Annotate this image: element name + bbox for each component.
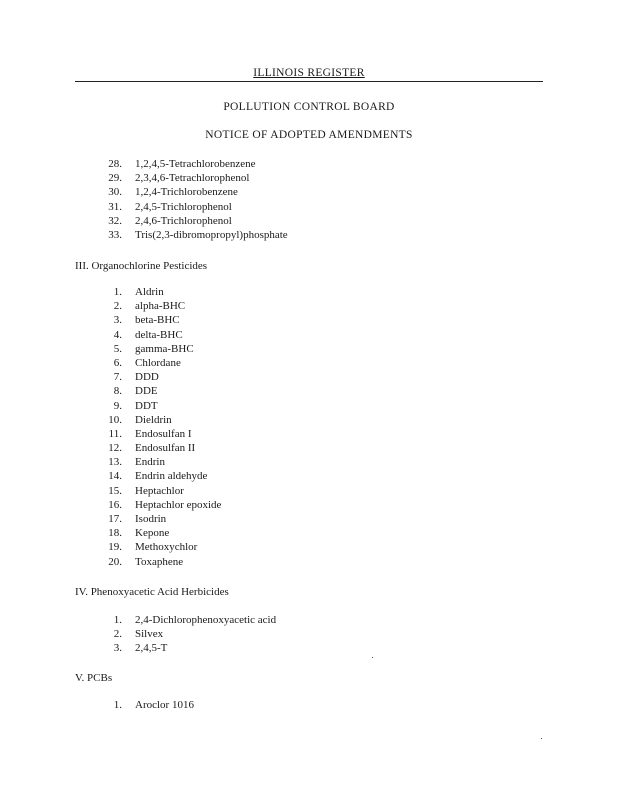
board-name: POLLUTION CONTROL BOARD — [223, 101, 395, 113]
list-item: 31. 2,4,5-Trichlorophenol — [108, 200, 232, 213]
list-item: 11. Endosulfan I — [108, 427, 192, 440]
list-item: 19. Methoxychlor — [108, 541, 198, 554]
scan-speck — [372, 657, 373, 658]
phenoxyacetic-list — [0, 613, 618, 656]
list-item: 32. 2,4,6-Trichlorophenol — [108, 214, 232, 227]
list-item: 4. delta-BHC — [113, 328, 183, 341]
section-heading-phenoxyacetic: IV. Phenoxyacetic Acid Herbicides — [75, 586, 229, 598]
list-item: 12. Endosulfan II — [108, 442, 196, 455]
list-item: 15. Heptachlor — [108, 484, 184, 497]
list-item: 5. gamma-BHC — [113, 342, 194, 355]
continued-list — [0, 157, 618, 242]
list-item: 7. DDD — [113, 371, 159, 384]
list-item: 1. 2,4-Dichlorophenoxyacetic acid — [113, 614, 277, 626]
list-item: 17. Isodrin — [108, 513, 167, 525]
list-item: 28. 1,2,4,5-Tetrachlorobenzene — [108, 158, 256, 170]
register-title: ILLINOIS REGISTER — [253, 67, 365, 79]
list-item: 3. beta-BHC — [113, 314, 180, 327]
header-rule — [75, 81, 543, 82]
list-item: 10. Dieldrin — [108, 413, 172, 426]
list-item: 2. alpha-BHC — [113, 300, 186, 313]
list-item: 33. Tris(2,3-dibromopropyl)phosphate — [108, 228, 288, 241]
organochlorine-list — [0, 285, 618, 569]
list-item: 14. Endrin aldehyde — [108, 470, 208, 483]
list-item: 16. Heptachlor epoxide — [108, 498, 222, 511]
list-item: 3. 2,4,5-T — [113, 642, 168, 655]
list-item: 2. Silvex — [113, 628, 164, 641]
list-item: 18. Kepone — [108, 527, 170, 540]
section-heading-pcbs: V. PCBs — [75, 672, 113, 684]
notice-title: NOTICE OF ADOPTED AMENDMENTS — [205, 129, 413, 141]
list-item: 9. DDT — [113, 399, 158, 412]
list-item: 8. DDE — [113, 385, 158, 398]
scan-speck — [541, 738, 542, 739]
list-item: 29. 2,3,4,6-Tetrachlorophenol — [108, 172, 250, 185]
list-item: 20. Toxaphene — [108, 555, 184, 568]
list-item: 1. Aroclor 1016 — [113, 699, 194, 711]
pcbs-list — [0, 698, 618, 712]
list-item: 13. Endrin — [108, 456, 165, 469]
list-item: 1. Aldrin — [113, 286, 164, 298]
list-item: 6. Chlordane — [113, 356, 181, 369]
list-item: 30. 1,2,4-Trichlorobenzene — [108, 186, 238, 199]
section-heading-organochlorine: III. Organochlorine Pesticides — [75, 260, 208, 272]
